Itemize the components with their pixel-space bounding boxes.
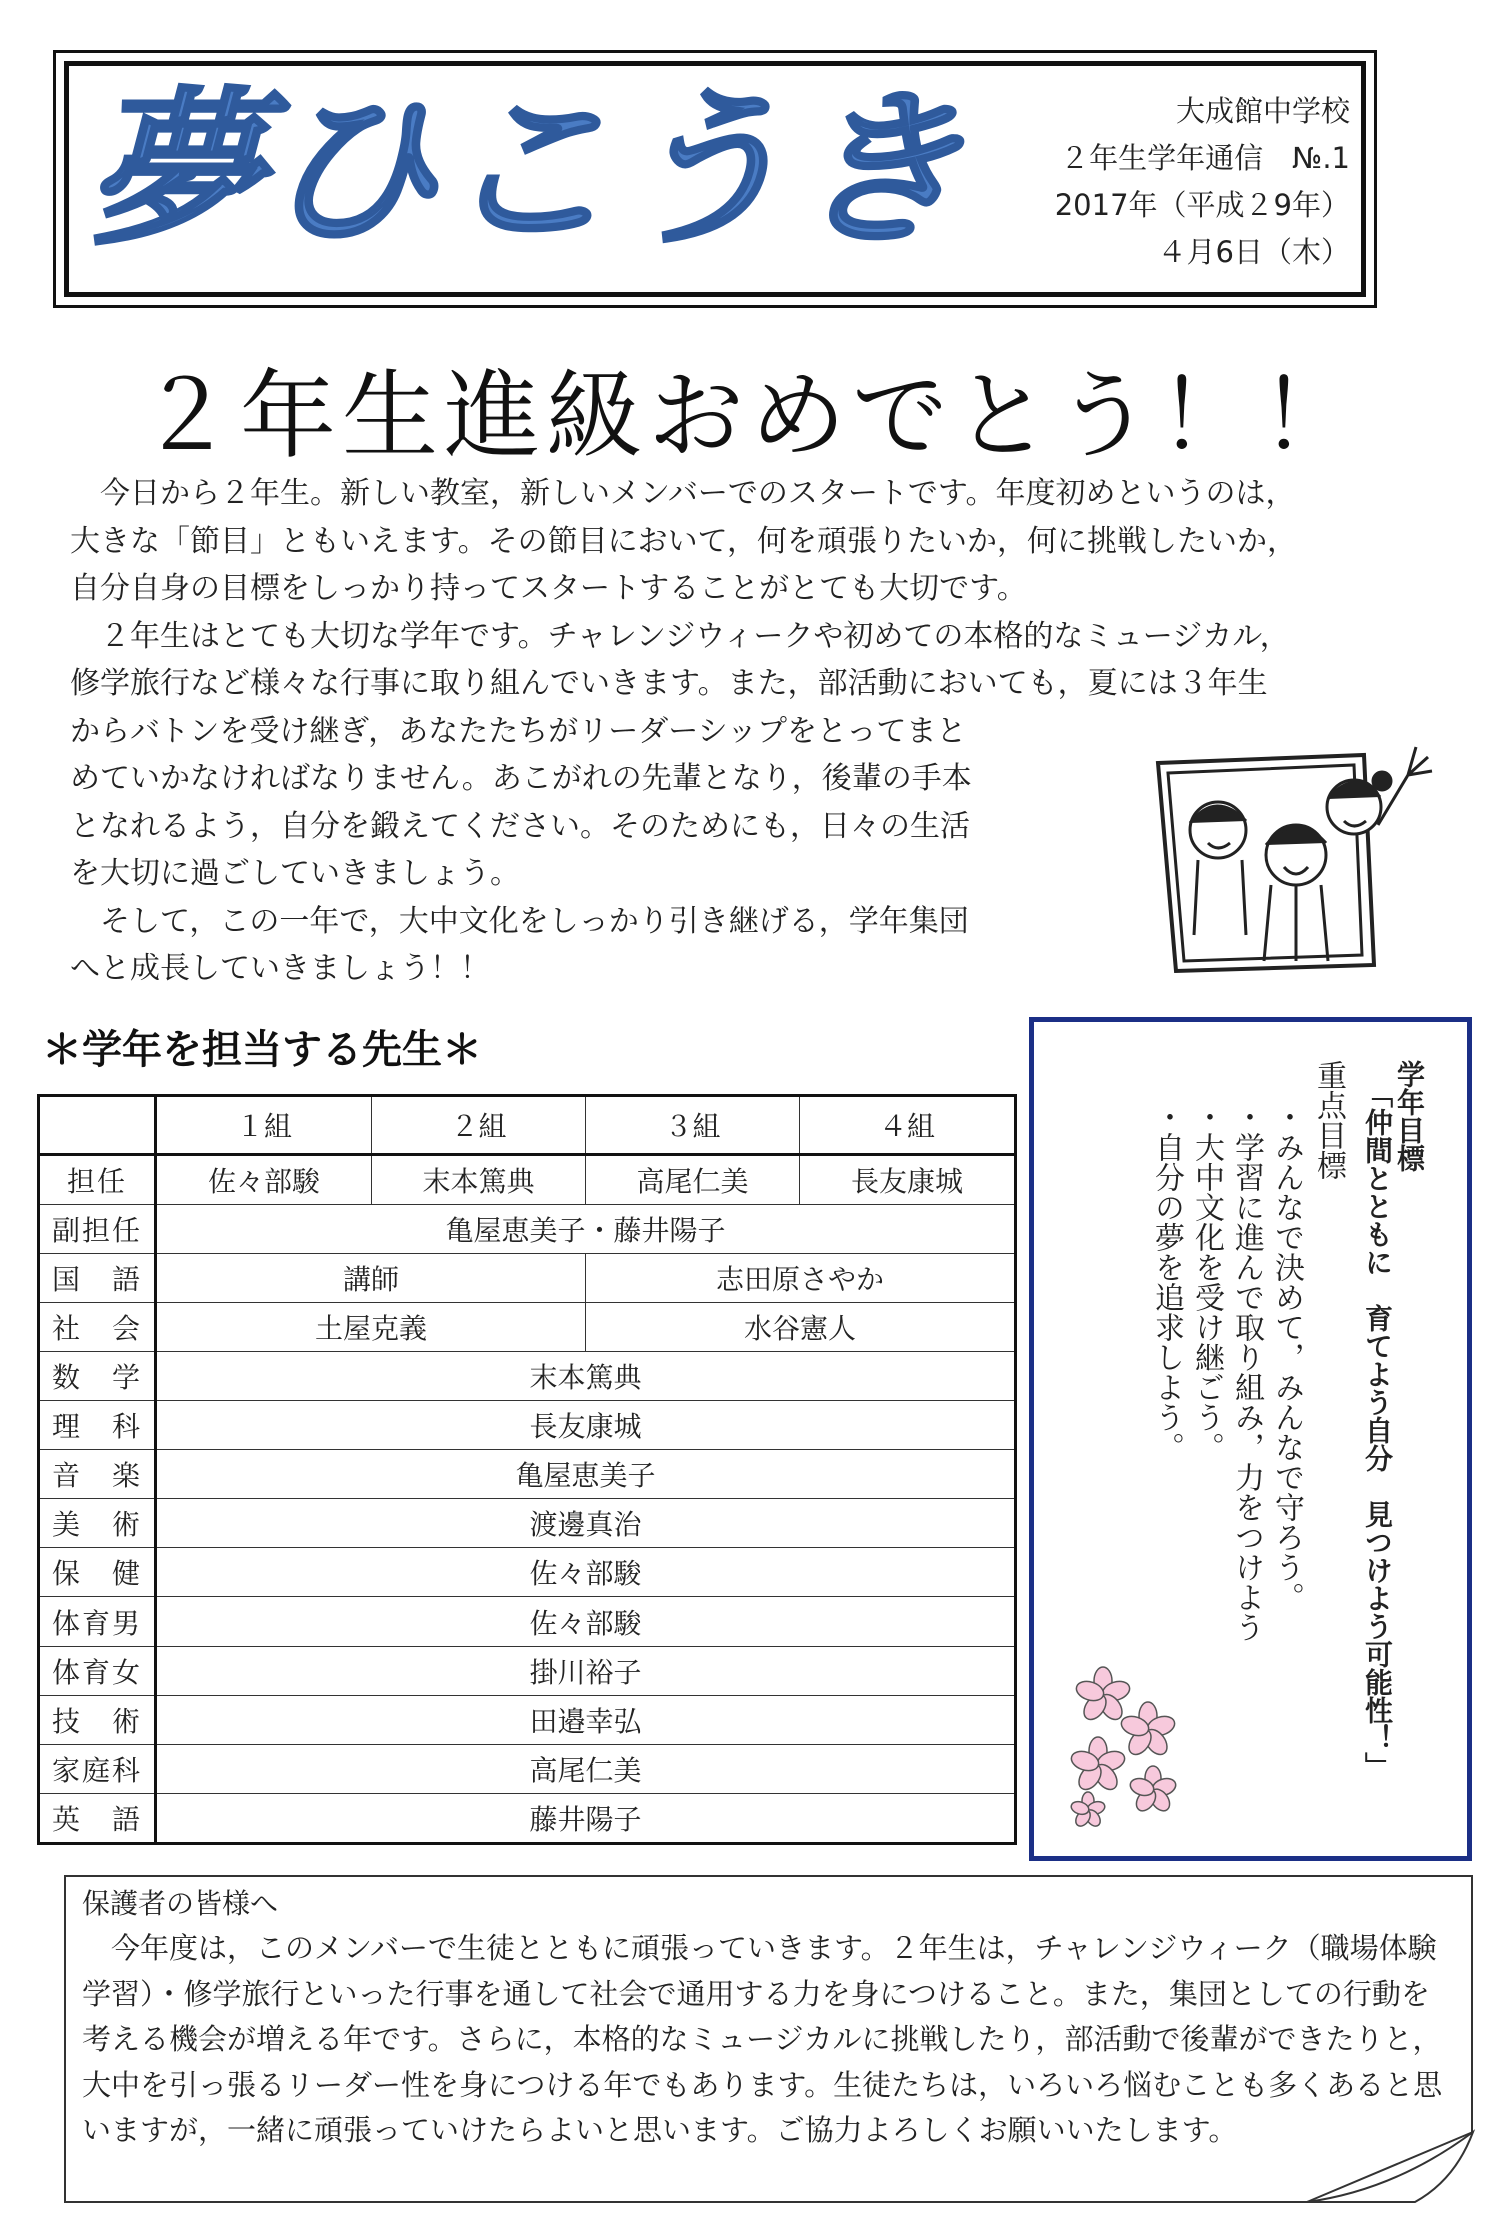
role-label: 担任 — [39, 1155, 156, 1205]
subject-label: 音 楽 — [39, 1450, 156, 1499]
subject-label: 社 会 — [39, 1303, 156, 1352]
logo-text: 夢ひこうき — [86, 72, 967, 268]
table-row — [39, 1695, 1016, 1744]
parents-note-line: 今年度は，このメンバーで生徒とともに頑張っていきます。２年生は，チャレンジウィーク（職場体験 — [82, 1931, 1437, 1965]
table-row — [39, 1155, 1016, 1205]
teacher-name: 亀屋恵美子 — [156, 1450, 1016, 1499]
teacher-name: 佐々部駿 — [156, 1597, 1016, 1646]
subject-label: 英 語 — [39, 1793, 156, 1843]
headline: ２年生進級おめでとう！！ — [138, 360, 1362, 472]
intro-line: を大切に過ごしていきましょう。 — [70, 856, 520, 891]
table-row — [39, 1499, 1016, 1548]
school-info — [990, 88, 1350, 276]
teacher-name: 水谷憲人 — [585, 1303, 1015, 1352]
parents-note-line: いますが，一緒に頑張っていけたらよいと思います。ご協力よろしくお願いいたします。 — [82, 2113, 1238, 2147]
subject-label: 国 語 — [39, 1254, 156, 1303]
role-label: 副担任 — [39, 1205, 156, 1254]
issue-date: ４月6日（木） — [1157, 235, 1350, 269]
teachers-table — [37, 1094, 1017, 1845]
newsletter-number: ２年生学年通信 №.1 — [1060, 141, 1350, 175]
focus-goal-item: ・大中文化を受け継ごう。 — [1189, 1102, 1224, 1462]
table-row — [39, 1548, 1016, 1597]
teacher-name: 土屋克義 — [156, 1303, 586, 1352]
intro-line: となれるよう，自分を鍛えてください。そのためにも，日々の生活 — [70, 808, 970, 844]
intro-line: 自分自身の目標をしっかり持ってスタートすることがとても大切です。 — [70, 571, 1027, 606]
table-row — [39, 1352, 1016, 1401]
intro-line: 修学旅行など様々な行事に取り組んでいきます。また，部活動においても，夏には３年生 — [70, 666, 1268, 701]
class-header: １組 — [156, 1096, 372, 1155]
focus-goal-item: ・みんなで決めて，みんなで守ろう。 — [1269, 1102, 1304, 1612]
table-row — [39, 1401, 1016, 1450]
intro-line: 今日から２年生。新しい教室，新しいメンバーでのスタートです。年度初めというのは， — [70, 476, 1296, 511]
subject-label: 理 科 — [39, 1401, 156, 1450]
teacher-name: 講師 — [156, 1254, 586, 1303]
parents-note-line: 大中を引っ張るリーダー性を身につける年でもあります。生徒たちは，いろいろ悩むことも多くあると思 — [82, 2067, 1443, 2102]
intro-text — [70, 470, 1297, 993]
goals-title: 学年目標 — [1393, 1060, 1426, 1172]
issue-year: 2017年（平成２9年） — [1054, 188, 1350, 222]
intro-line: めていかなければなりません。あこがれの先輩となり，後輩の手本 — [70, 761, 972, 796]
teacher-name: 末本篤典 — [156, 1352, 1016, 1401]
table-row — [39, 1450, 1016, 1499]
teacher-name: 渡邊真治 — [156, 1499, 1016, 1548]
teacher-name: 末本篤典 — [371, 1155, 585, 1205]
subject-label: 家庭科 — [39, 1744, 156, 1793]
focus-goals-title: 重点目標 — [1311, 1060, 1346, 1180]
teacher-name: 亀屋恵美子・藤井陽子 — [156, 1205, 1016, 1254]
newsletter-logo — [80, 72, 980, 268]
teachers-section-title: ＊学年を担当する先生＊ — [42, 1027, 482, 1073]
class-header: ３組 — [585, 1096, 799, 1155]
subject-label: 体育女 — [39, 1646, 156, 1695]
teacher-name: 掛川裕子 — [156, 1646, 1016, 1695]
teacher-name: 志田原さやか — [585, 1254, 1015, 1303]
table-row — [39, 1793, 1016, 1843]
parents-note-line: 考える機会が増える年です。さらに，本格的なミュージカルに挑戦したり，部活動で後輩ができたりと， — [82, 2022, 1442, 2056]
table-header-row — [39, 1096, 1016, 1155]
students-illustration — [1146, 735, 1436, 975]
subject-label: 美 術 — [39, 1499, 156, 1548]
teacher-name: 長友康城 — [156, 1401, 1016, 1450]
table-row — [39, 1646, 1016, 1695]
table-row — [39, 1597, 1016, 1646]
teacher-name: 藤井陽子 — [156, 1793, 1016, 1843]
teacher-name: 佐々部駿 — [156, 1155, 372, 1205]
teacher-name: 田邉幸弘 — [156, 1695, 1016, 1744]
intro-line: ２年生はとても大切な学年です。チャレンジウィークや初めての本格的なミュージカル， — [70, 618, 1290, 654]
intro-line: からバトンを受け継ぎ，あなたたちがリーダーシップをとってまと — [70, 713, 967, 749]
table-row — [39, 1254, 1016, 1303]
focus-goal-item: ・学習に進んで取り組み，力をつけよう — [1229, 1102, 1264, 1642]
class-header: ２組 — [371, 1096, 585, 1155]
teacher-name: 高尾仁美 — [156, 1744, 1016, 1793]
teacher-name: 長友康城 — [800, 1155, 1016, 1205]
table-corner — [39, 1096, 156, 1155]
subject-label: 体育男 — [39, 1597, 156, 1646]
intro-line: 大きな「節目」ともいえます。その節目において，何を頑張りたいか，何に挑戦したいか， — [70, 523, 1297, 559]
page-curl-decoration — [1305, 2130, 1475, 2206]
intro-line: へと成長していきましょう！！ — [70, 951, 490, 986]
teacher-name: 佐々部駿 — [156, 1548, 1016, 1597]
goals-slogan: 「仲間とともに 育てよう自分 見つけよう可能性！」 — [1361, 1080, 1394, 1780]
school-name: 大成館中学校 — [1175, 94, 1350, 128]
parents-note-line: 学習）・修学旅行といった行事を通して社会で通用する力を身につけること。また，集団としての行動を — [82, 1976, 1430, 2011]
teacher-name: 高尾仁美 — [585, 1155, 799, 1205]
parents-note-title: 保護者の皆様へ — [82, 1887, 279, 1920]
parents-note-text — [82, 1926, 1442, 2154]
table-row — [39, 1205, 1016, 1254]
table-row — [39, 1744, 1016, 1793]
class-header: ４組 — [800, 1096, 1016, 1155]
subject-label: 保 健 — [39, 1548, 156, 1597]
cherry-blossom-illustration — [1058, 1650, 1198, 1830]
subject-label: 数 学 — [39, 1352, 156, 1401]
table-row — [39, 1303, 1016, 1352]
intro-line: そして，この一年で，大中文化をしっかり引き継げる，学年集団 — [70, 903, 969, 939]
subject-label: 技 術 — [39, 1695, 156, 1744]
focus-goal-item: ・自分の夢を追求しよう。 — [1149, 1102, 1184, 1462]
